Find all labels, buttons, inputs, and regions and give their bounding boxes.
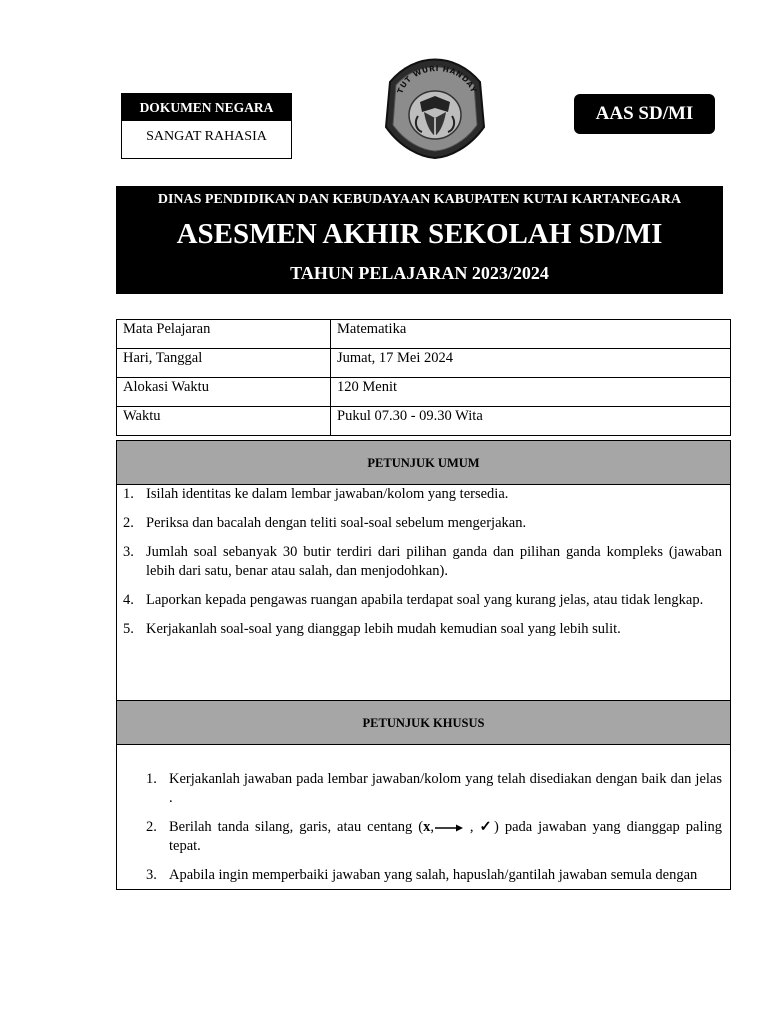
- info-label: Waktu: [117, 407, 331, 436]
- check-icon: ✓: [479, 819, 495, 835]
- list-item: 1. Kerjakanlah jawaban pada lembar jawaban/kolom yang telah disediakan dengan baik dan jelas .: [146, 771, 722, 806]
- dokumen-negara-label: DOKUMEN NEGARA: [122, 94, 291, 121]
- logo-motto: TUT WURI HANDAY: [395, 63, 479, 95]
- table-row: [117, 320, 731, 349]
- info-label: Alokasi Waktu: [117, 378, 331, 407]
- list-item: 4. Laporkan kepada pengawas ruangan apabila terdapat soal yang kurang jelas, atau tidak lengkap.: [123, 592, 704, 608]
- list-item: 3. Apabila ingin memperbaiki jawaban yang salah, hapuslah/gantilah jawaban semula dengan: [146, 867, 698, 883]
- info-value: Matematika: [331, 320, 731, 349]
- petunjuk-khusus-heading: PETUNJUK KHUSUS: [117, 701, 730, 745]
- list-item: 1. Isilah identitas ke dalam lembar jawaban/kolom yang tersedia.: [123, 486, 509, 502]
- aas-badge: AAS SD/MI: [574, 94, 715, 134]
- list-item: 2. Periksa dan bacalah dengan teliti soal-soal sebelum mengerjakan.: [123, 515, 527, 531]
- list-item: 3. Jumlah soal sebanyak 30 butir terdiri dari pilihan ganda dan pilihan ganda kompleks (jawaban lebih dari satu, benar atau salah, dan menjodohkan).: [123, 544, 722, 579]
- table-row: [117, 407, 731, 436]
- petunjuk-umum-heading: PETUNJUK UMUM: [117, 441, 730, 485]
- exam-info-table: [116, 319, 731, 436]
- petunjuk-khusus-list: [117, 770, 730, 885]
- petunjuk-umum-panel: [116, 440, 731, 701]
- table-row: [117, 349, 731, 378]
- arrow-right-icon: [434, 823, 464, 833]
- petunjuk-umum-list: [117, 485, 730, 639]
- table-row: [117, 378, 731, 407]
- info-label: Hari, Tanggal: [117, 349, 331, 378]
- exam-title: ASESMEN AKHIR SEKOLAH SD/MI: [176, 218, 663, 250]
- year-title: TAHUN PELAJARAN 2023/2024: [290, 263, 549, 283]
- dokumen-negara-box: [121, 93, 292, 159]
- title-banner: [116, 186, 723, 294]
- info-label: Mata Pelajaran: [117, 320, 331, 349]
- cross-mark: x: [423, 819, 431, 835]
- tut-wuri-handayani-logo-icon: [380, 52, 490, 162]
- sangat-rahasia-label: SANGAT RAHASIA: [146, 129, 267, 144]
- dinas-title: DINAS PENDIDIKAN DAN KEBUDAYAAN KABUPATEN KUTAI KARTANEGARA: [157, 192, 682, 207]
- list-item: 5. Kerjakanlah soal-soal yang dianggap lebih mudah kemudian soal yang lebih sulit.: [123, 621, 621, 637]
- info-value: Jumat, 17 Mei 2024: [331, 349, 731, 378]
- list-item: 2. Berilah tanda silang, garis, atau centang (x, , ✓) pada jawaban yang dianggap paling tepat.: [146, 819, 722, 854]
- info-value: Pukul 07.30 - 09.30 Wita: [331, 407, 731, 436]
- petunjuk-khusus-panel: [116, 700, 731, 890]
- info-value: 120 Menit: [331, 378, 731, 407]
